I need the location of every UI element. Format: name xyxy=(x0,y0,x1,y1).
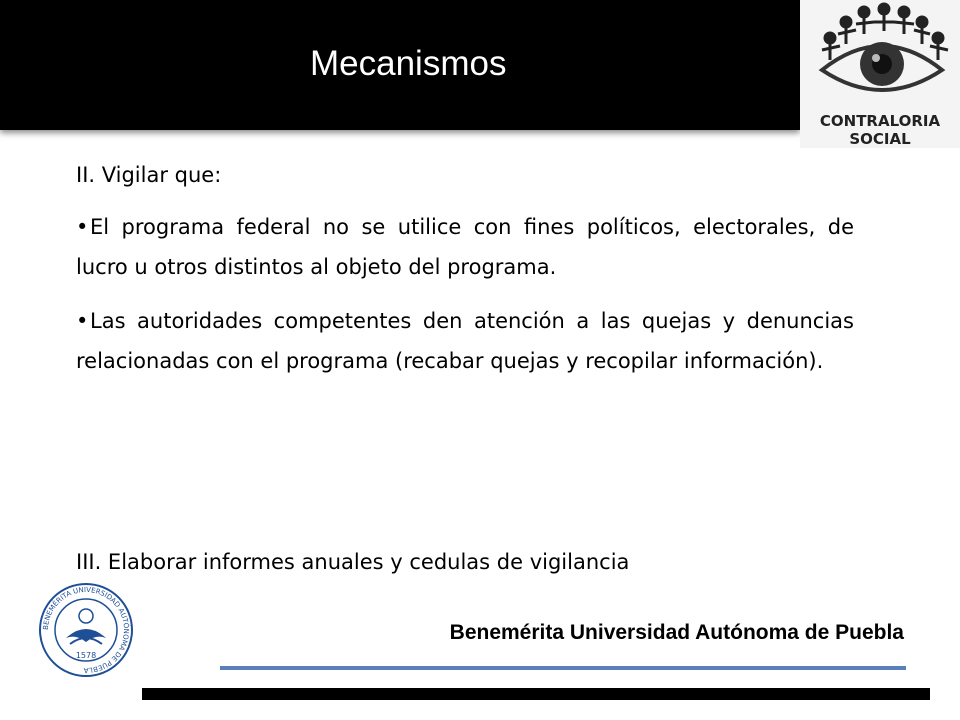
logo-text-line1: CONTRALORIA xyxy=(819,112,941,130)
section-heading: II. Vigilar que: xyxy=(76,163,222,187)
footer-black-divider xyxy=(142,688,930,700)
bullet-item-2 xyxy=(76,301,854,381)
logo-text-line2: SOCIAL xyxy=(849,130,911,148)
bullet-text-1: El programa federal no se utilice con fines políticos, electorales, de lucro u otros distintos al objeto del programa. xyxy=(76,215,854,279)
footer-blue-divider xyxy=(220,666,906,670)
contraloria-social-logo xyxy=(800,0,960,148)
bullet-dot-icon: • xyxy=(76,215,89,239)
university-seal-graphic xyxy=(38,582,134,678)
seal-ring-text: BENEMÉRITA UNIVERSIDAD AUTÓNOMA DE PUEBLA xyxy=(41,585,131,675)
bullet-item-1 xyxy=(76,207,854,287)
closing-line: III. Elaborar informes anuales y cedulas de vigilancia xyxy=(76,550,630,574)
university-name: Benemérita Universidad Autónoma de Puebla xyxy=(449,621,904,644)
contraloria-social-logo-graphic xyxy=(800,0,960,148)
title-bar xyxy=(0,0,800,130)
bullet-dot-icon: • xyxy=(76,309,89,333)
university-seal-logo xyxy=(38,582,134,678)
slide-content xyxy=(76,155,854,395)
seal-year: 1578 xyxy=(75,651,97,660)
slide-title: Mecanismos xyxy=(310,44,507,83)
bullet-text-2: Las autoridades competentes den atención a las quejas y denuncias relacionadas con el programa (recabar quejas y recopilar información). xyxy=(76,309,854,373)
